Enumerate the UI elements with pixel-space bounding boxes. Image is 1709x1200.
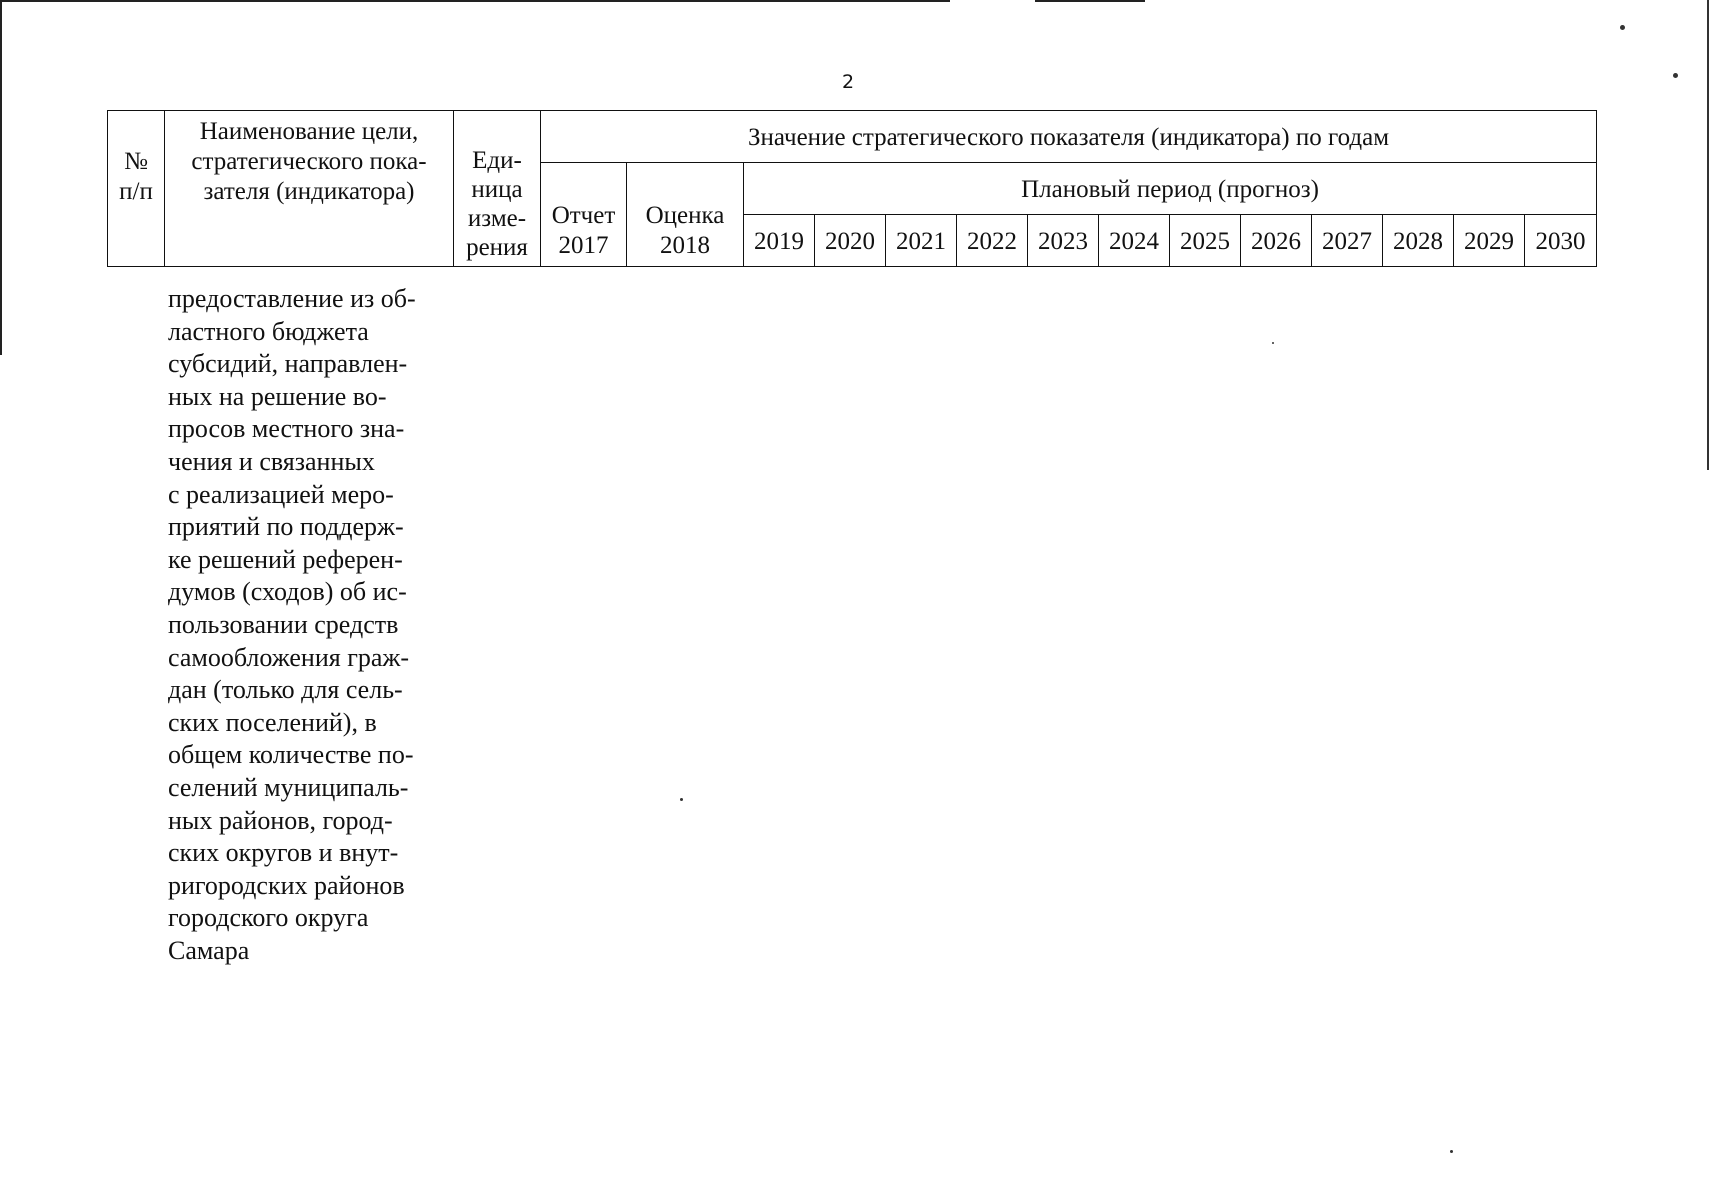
year-2028-header: 2028 [1383, 215, 1454, 267]
scan-speck [1450, 1150, 1453, 1153]
scan-speck [1673, 73, 1678, 78]
column-name-header [165, 111, 454, 267]
year-2025-header: 2025 [1170, 215, 1241, 267]
page-number: 2 [841, 71, 855, 93]
indicator-name-continuation: предоставление из об- ластного бюджета субсидий, направлен- ных на решение во- просов местного зна- чения и связанных с реализацией меро- приятий по поддерж- ке решений референ- думов (сходов) об ис- пользовании средств самообложения граж- дан (только для сель- ских поселений), в общем количестве по- селений муниципаль- ных районов, город- ских округов и внут- ригородских районов городского округа Самара [168, 284, 416, 965]
column-unit-header [454, 111, 541, 267]
year-2030-header: 2030 [1525, 215, 1597, 267]
column-name-label: Наименование цели, стратегического пока-зателя (индикатора) [191, 118, 427, 205]
plan-period-label: Плановый период (прогноз) [1021, 175, 1319, 203]
column-number-label: № п/п [119, 148, 153, 205]
year-2024-header: 2024 [1099, 215, 1170, 267]
scan-speck [680, 798, 683, 801]
column-unit-label: Еди- ница изме- рения [466, 147, 528, 261]
column-number-header [108, 111, 165, 267]
year-2026-header: 2026 [1241, 215, 1312, 267]
report-2017-header [541, 163, 627, 267]
report-2017-label: Отчет 2017 [551, 201, 616, 259]
scan-speck [1620, 25, 1625, 30]
year-2021-header: 2021 [886, 215, 957, 267]
scan-edge-top [0, 0, 950, 2]
year-2027-header: 2027 [1312, 215, 1383, 267]
indicator-table-header [107, 110, 1597, 267]
year-2029-header: 2029 [1454, 215, 1525, 267]
plan-period-header [744, 163, 1597, 215]
estimate-2018-header [627, 163, 744, 267]
scan-edge-left [0, 0, 2, 355]
year-2023-header: 2023 [1028, 215, 1099, 267]
values-group-label: Значение стратегического показателя (индикатора) по годам [748, 123, 1390, 151]
scan-edge-top [1035, 0, 1145, 2]
year-2022-header: 2022 [957, 215, 1028, 267]
estimate-2018-label: Оценка 2018 [645, 201, 725, 259]
scan-speck [1272, 342, 1274, 344]
values-group-header [541, 111, 1597, 163]
year-2019-header: 2019 [744, 215, 815, 267]
year-2020-header: 2020 [815, 215, 886, 267]
